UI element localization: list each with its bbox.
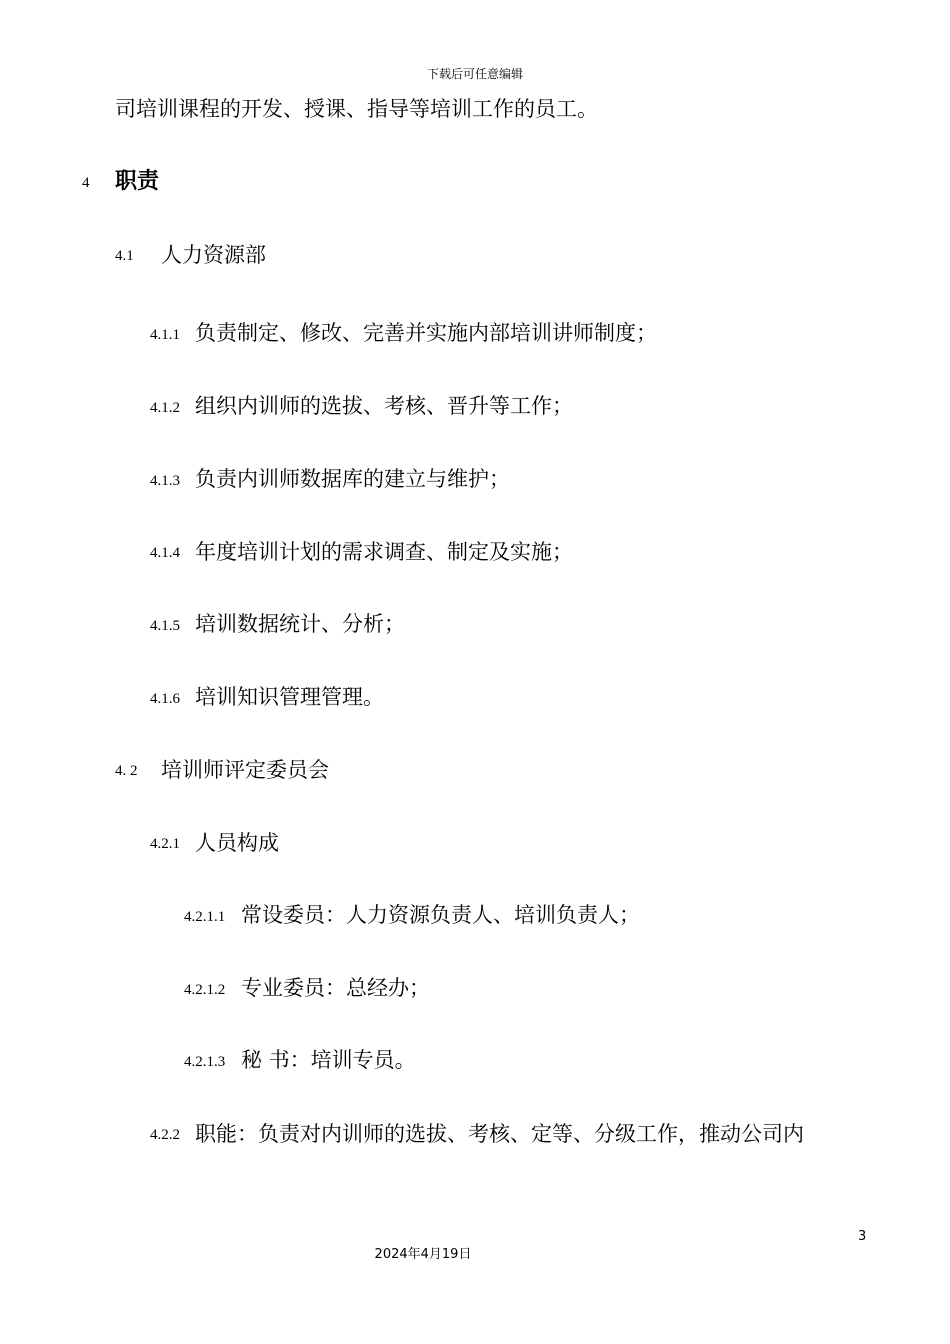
item-text: 负责内训师数据库的建立与维护； bbox=[195, 467, 510, 491]
section-number: 4 bbox=[82, 175, 90, 191]
item-text: 培训师评定委员会 bbox=[161, 758, 329, 782]
item-number: 4.1.2 bbox=[150, 400, 180, 416]
item-number: 4.2.1 bbox=[150, 836, 180, 852]
item-text: 培训数据统计、分析； bbox=[195, 612, 405, 636]
item-number: 4.1.1 bbox=[150, 327, 180, 343]
item-number: 4.1.4 bbox=[150, 545, 180, 561]
item-text: 年度培训计划的需求调查、制定及实施； bbox=[195, 540, 573, 564]
item-text: 职能：负责对内训师的选拔、考核、定等、分级工作，推动公司内 bbox=[195, 1122, 804, 1146]
item-number: 4.2.2 bbox=[150, 1127, 180, 1143]
item-number: 4.2.1.3 bbox=[184, 1054, 226, 1070]
item-number: 4.1 bbox=[115, 248, 134, 264]
item-text: 常设委员：人力资源负责人、培训负责人； bbox=[241, 903, 640, 927]
item-number: 4.1.5 bbox=[150, 618, 180, 634]
item-text: 人员构成 bbox=[195, 831, 279, 855]
page-number: 3 bbox=[858, 1229, 867, 1244]
item-text: 秘 书：培训专员。 bbox=[241, 1048, 416, 1072]
page-header-note: 下载后可任意编辑 bbox=[426, 67, 523, 81]
item-text: 培训知识管理管理。 bbox=[195, 685, 384, 709]
section-title: 职责 bbox=[115, 169, 160, 194]
item-number: 4. 2 bbox=[115, 763, 138, 779]
item-text: 专业委员：总经办； bbox=[241, 976, 430, 1000]
item-number: 4.2.1.1 bbox=[184, 909, 226, 925]
item-text: 负责制定、修改、完善并实施内部培训讲师制度； bbox=[195, 321, 657, 345]
continuation-text: 司培训课程的开发、授课、指导等培训工作的员工。 bbox=[115, 97, 598, 121]
item-number: 4.1.6 bbox=[150, 691, 180, 707]
item-text: 人力资源部 bbox=[161, 243, 266, 267]
item-number: 4.1.3 bbox=[150, 473, 180, 489]
item-text: 组织内训师的选拔、考核、晋升等工作； bbox=[195, 394, 573, 418]
item-number: 4.2.1.2 bbox=[184, 982, 226, 998]
footer-date: 2024年4月19日 bbox=[374, 1247, 472, 1262]
